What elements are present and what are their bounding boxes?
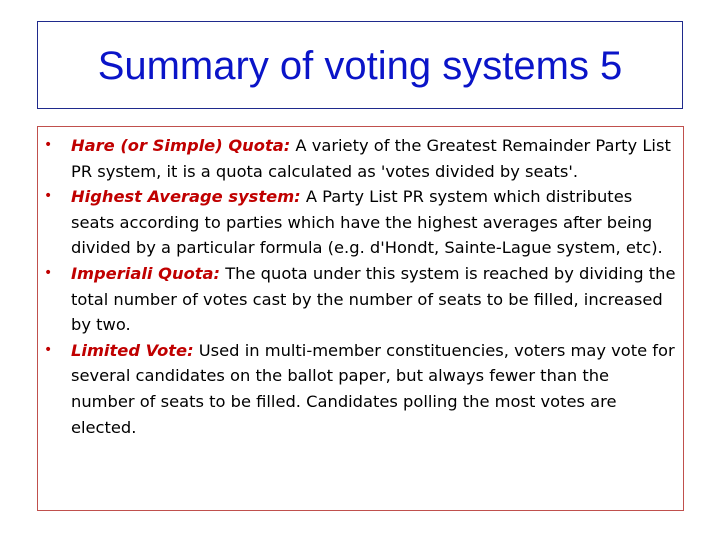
term-highest-average: Highest Average system:: [71, 187, 301, 207]
bullet-item-hare-quota: [38, 133, 677, 184]
slide-title: Summary of voting systems 5: [97, 44, 623, 88]
content-box: [37, 126, 684, 511]
definition-limited-vote: Used in multi-member constituencies, voters may vote for several candidates on the ballot paper, but always fewer than the number of seats to be filled. Candidates polling the most votes are elected.: [71, 340, 675, 437]
bullet-item-highest-average: [38, 184, 677, 261]
definition-hare-quota: A variety of the Greatest Remainder Party List PR system, it is a quota calculated as 'votes divided by seats'.: [71, 136, 671, 181]
term-limited-vote: Limited Vote:: [71, 340, 194, 360]
bullet-marker-icon: •: [44, 188, 53, 205]
bullet-item-imperiali-quota: [38, 261, 677, 338]
term-imperiali-quota: Imperiali Quota:: [71, 263, 221, 283]
bullet-marker-icon: •: [44, 137, 53, 153]
bullet-item-limited-vote: [38, 338, 677, 440]
term-hare-quota: Hare (or Simple) Quota:: [71, 136, 291, 155]
bullet-marker-icon: •: [44, 264, 53, 281]
definition-imperiali-quota: The quota under this system is reached by dividing the total number of votes cast by the number of seats to be filled, increased by two.: [71, 263, 676, 335]
title-box: [37, 21, 683, 109]
bullet-list: [38, 127, 683, 440]
bullet-marker-icon: •: [44, 341, 53, 358]
definition-highest-average: A Party List PR system which distributes seats according to parties which have the highest averages after being divided by a particular formula (e.g. d'Hondt, Sainte-Lague system, etc).: [71, 187, 663, 258]
